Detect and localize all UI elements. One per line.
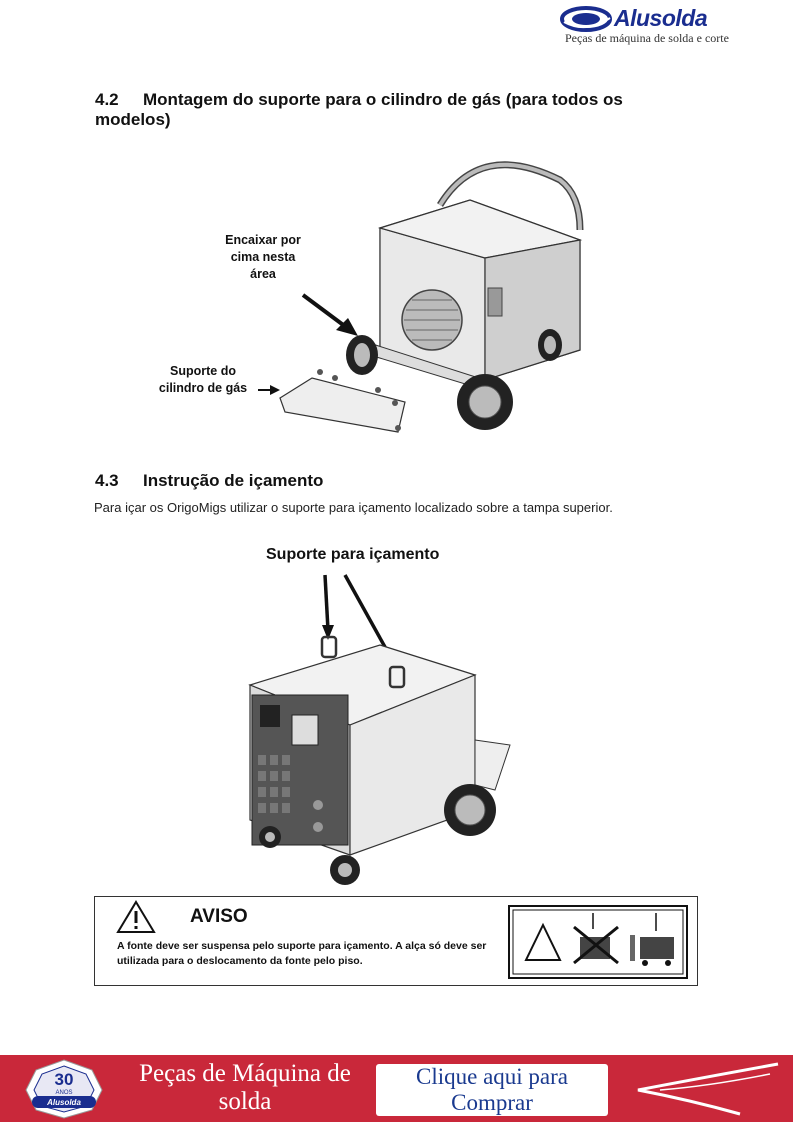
banner-text: Peças de Máquina de solda <box>139 1060 351 1115</box>
badge-brand: Alusolda <box>47 1098 81 1107</box>
lifting-instruction-text: Para içar os OrigoMigs utilizar o suporte para içamento localizado sobre a tampa superior. <box>94 500 613 515</box>
section-title: Montagem do suporte para o cilindro de gás (para todos os modelos) <box>95 90 623 129</box>
callout-lifting-support: Suporte para içamento <box>266 546 440 563</box>
warning-text: A fonte deve ser suspensa pelo suporte para içamento. A alça só deve ser utilizada para o deslocamento da fonte pelo piso. <box>117 940 487 967</box>
arrow-left-icon <box>630 1060 780 1118</box>
lifting-illustration <box>240 565 530 890</box>
badge-number: 30 <box>54 1070 74 1089</box>
badge-caption: ANOS <box>55 1090 73 1096</box>
warning-title: AVISO <box>190 906 248 927</box>
section-title: Instrução de içamento <box>143 471 324 490</box>
anniversary-badge <box>22 1058 106 1120</box>
callout-cylinder-support: Suporte do cilindro de gás <box>158 364 248 395</box>
section-4-2-heading <box>95 90 695 130</box>
section-number: 4.2 <box>95 90 119 109</box>
section-number: 4.3 <box>95 471 119 490</box>
callout-fit-area: Encaixar por cima nesta área <box>225 233 301 281</box>
warning-triangle-icon <box>116 900 156 934</box>
section-4-3-heading <box>95 471 695 491</box>
lifting-hazard-pictogram <box>508 905 688 979</box>
brand-name: Alusolda <box>614 5 708 31</box>
buy-button-label[interactable]: Clique aqui para Comprar <box>415 1064 568 1115</box>
brand-tagline: Peças de máquina de solda e corte <box>565 31 729 45</box>
